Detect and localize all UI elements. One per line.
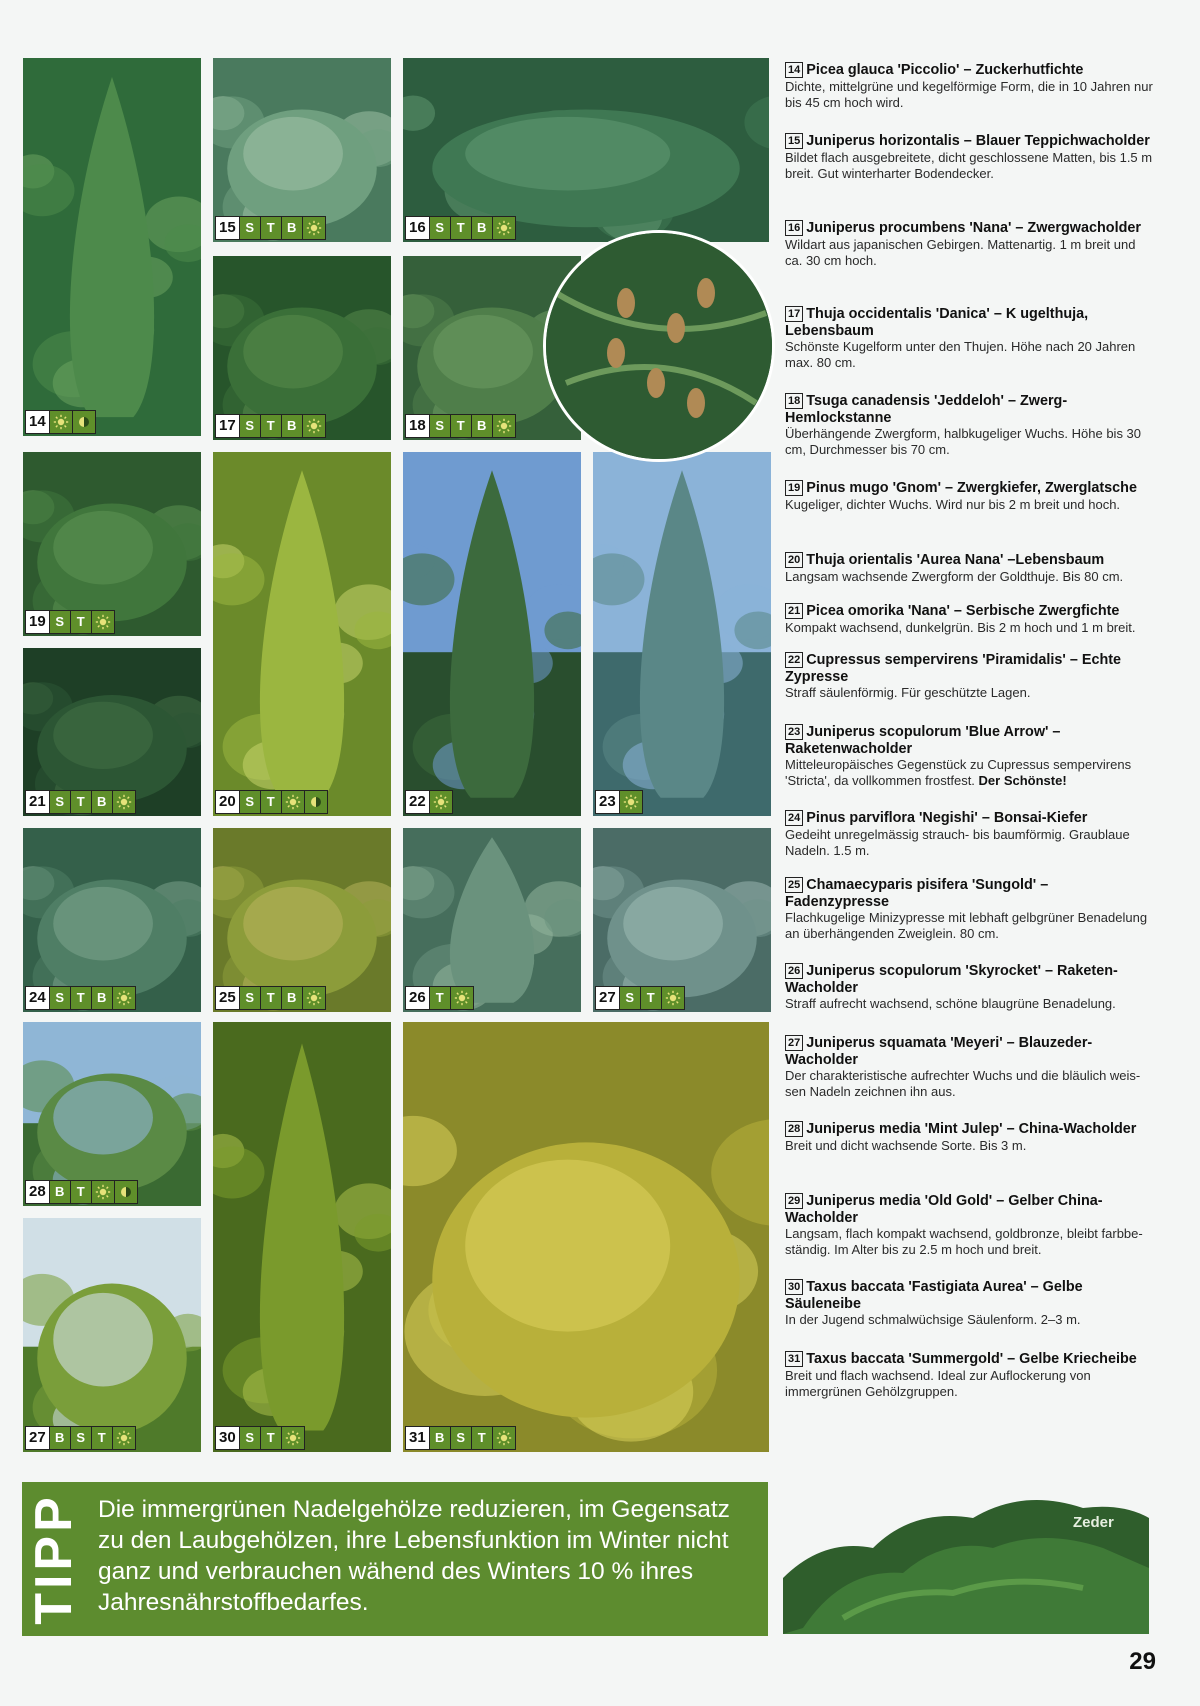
plant-entry-title xyxy=(785,1193,1155,1226)
entry-body-text: Schönste Kugelform unter den Thujen. Höhe nach 20 Jahren max. 80 cm. xyxy=(785,339,1136,370)
plant-photo-14 xyxy=(23,58,201,436)
sun-icon xyxy=(429,791,452,813)
plant-badge xyxy=(215,790,328,814)
plant-number: 25 xyxy=(216,987,239,1009)
plant-photo-15 xyxy=(213,58,391,242)
plant-entry xyxy=(785,480,1155,513)
entry-title-text: Picea glauca 'Piccolio' – Zuckerhutfichte xyxy=(806,62,1084,78)
plant-tag: S xyxy=(239,415,260,437)
plant-number: 17 xyxy=(216,415,239,437)
plant-entry xyxy=(785,62,1155,111)
entry-number: 21 xyxy=(785,603,803,619)
page-number: 29 xyxy=(1129,1648,1156,1675)
plant-entry-title xyxy=(785,480,1155,497)
plant-entry-body xyxy=(785,757,1155,789)
entry-title-text: Juniperus squamata 'Meyeri' – Blauzeder-Wacholder xyxy=(785,1035,1093,1068)
plant-badge xyxy=(25,986,136,1010)
plant-entry-title xyxy=(785,133,1155,150)
entry-number: 20 xyxy=(785,552,803,568)
plant-entry-body xyxy=(785,569,1155,585)
plant-entry-title xyxy=(785,877,1155,910)
entry-title-text: Taxus baccata 'Summergold' – Gelbe Kriecheibe xyxy=(806,1351,1137,1367)
entry-body-text: Wildart aus japanischen Gebirgen. Mattenartig. 1 m breit und ca. 30 cm hoch. xyxy=(785,236,1136,268)
half-shade-icon xyxy=(304,791,327,813)
plant-number: 21 xyxy=(26,791,49,813)
plant-tag: B xyxy=(91,791,112,813)
entry-title-text: Juniperus procumbens 'Nana' – Zwergwacholder xyxy=(806,220,1141,236)
plant-tag: T xyxy=(450,415,471,437)
sun-icon xyxy=(492,415,515,437)
plant-number: 28 xyxy=(26,1181,49,1203)
plant-entry xyxy=(785,810,1155,859)
sun-icon xyxy=(661,987,684,1009)
plant-entry-title xyxy=(785,1279,1155,1312)
plant-number: 24 xyxy=(26,987,49,1009)
plant-entry xyxy=(785,393,1155,458)
plant-number: 30 xyxy=(216,1427,239,1449)
entry-emphasis: Der Schönste! xyxy=(978,773,1067,788)
half-shade-icon xyxy=(114,1181,137,1203)
entry-title-text: Pinus mugo 'Gnom' – Zwergkiefer, Zwerglatsche xyxy=(806,480,1137,496)
entry-body-text: Langsam wachsende Zwergform der Goldthuje. Bis 80 cm. xyxy=(785,568,1124,584)
entry-title-text: Juniperus media 'Mint Julep' – China-Wacholder xyxy=(806,1121,1137,1137)
plant-entry-body xyxy=(785,910,1155,942)
sun-icon xyxy=(302,415,325,437)
plant-tag: B xyxy=(281,217,302,239)
plant-tag: B xyxy=(281,987,302,1009)
sun-icon xyxy=(281,791,304,813)
entry-body-text: Straff aufrecht wachsend, schöne blaugrüne Benadelung. xyxy=(785,996,1116,1011)
plant-tag: T xyxy=(260,217,281,239)
sun-icon xyxy=(112,987,135,1009)
entry-title-text: Juniperus scopulorum 'Skyrocket' – Raketen-Wacholder xyxy=(785,963,1118,996)
plant-entry-title xyxy=(785,724,1155,757)
plant-number: 27 xyxy=(26,1427,49,1449)
zeder-shrub-icon xyxy=(783,1478,1149,1634)
plant-badge xyxy=(405,216,516,240)
plant-entry-body xyxy=(785,1312,1155,1328)
plant-badge xyxy=(405,986,474,1010)
entry-title-text: Thuja orientalis 'Aurea Nana' –Lebensbaum xyxy=(806,552,1105,568)
plant-tag: T xyxy=(260,987,281,1009)
entry-number: 30 xyxy=(785,1279,803,1295)
plant-number: 27 xyxy=(596,987,619,1009)
plant-entry-title xyxy=(785,1351,1155,1368)
plant-number: 19 xyxy=(26,611,49,633)
plant-entry-body xyxy=(785,1368,1155,1400)
plant-entry xyxy=(785,133,1155,182)
sun-icon xyxy=(49,411,72,433)
plant-badge xyxy=(25,1426,136,1450)
plant-entry-body xyxy=(785,620,1155,636)
entry-body-text: Breit und dicht wachsende Sorte. Bis 3 m. xyxy=(785,1137,1027,1153)
plant-entry xyxy=(785,724,1155,789)
plant-tag: B xyxy=(49,1427,70,1449)
sun-icon xyxy=(302,217,325,239)
plant-entry-title xyxy=(785,62,1155,79)
plant-entry xyxy=(785,552,1155,585)
plant-photo-31 xyxy=(403,1022,769,1452)
entry-number: 18 xyxy=(785,393,803,409)
entry-number: 15 xyxy=(785,133,803,149)
plant-entry xyxy=(785,1121,1155,1154)
cone-closeup-photo xyxy=(543,230,775,462)
sun-icon xyxy=(450,987,473,1009)
sun-icon xyxy=(302,987,325,1009)
plant-photo-21 xyxy=(23,648,201,816)
sun-icon xyxy=(281,1427,304,1449)
plant-tag: T xyxy=(70,791,91,813)
entry-body-text: Überhängende Zwergform, halbkugeliger Wuchs. Höhe bis 30 cm, Durchmesser bis 70 cm. xyxy=(785,426,1142,457)
plant-tag: T xyxy=(640,987,661,1009)
plant-badge xyxy=(215,216,326,240)
sun-icon xyxy=(112,1427,135,1449)
plant-entry-body xyxy=(785,1068,1155,1100)
entry-title-text: Juniperus media 'Old Gold' – Gelber China-Wacholder xyxy=(785,1193,1103,1226)
zeder-photo xyxy=(783,1478,1149,1634)
entry-title-text: Thuja occidentalis 'Danica' – K ugelthuja, Lebensbaum xyxy=(785,306,1089,339)
entry-number: 24 xyxy=(785,810,803,826)
plant-tag: S xyxy=(239,791,260,813)
plant-photo-27a xyxy=(593,828,771,1012)
entry-body-text: Breit und flach wachsend. Ideal zur Auflockerung von immergrünen Gehölzgruppen. xyxy=(785,1367,1091,1399)
plant-entry-title xyxy=(785,1121,1155,1138)
plant-entry-title xyxy=(785,603,1155,620)
tipp-label-text: TIPP xyxy=(25,1493,84,1625)
plant-number: 16 xyxy=(406,217,429,239)
entry-number: 22 xyxy=(785,652,803,668)
plant-photo-26 xyxy=(403,828,581,1012)
plant-tag: T xyxy=(260,1427,281,1449)
entry-body-text: Der charakteristische aufrechter Wuchs und die bläulich weis-sen Nadeln zeichnen ihn aus. xyxy=(785,1068,1141,1099)
plant-photo-25 xyxy=(213,828,391,1012)
sun-icon xyxy=(91,611,114,633)
plant-tag: B xyxy=(49,1181,70,1203)
plant-number: 22 xyxy=(406,791,429,813)
entry-number: 25 xyxy=(785,877,803,893)
plant-badge xyxy=(215,414,326,438)
plant-entry-title xyxy=(785,552,1155,569)
entry-number: 17 xyxy=(785,306,803,322)
entry-body-text: Mitteleuropäisches Gegenstück zu Cupressus sempervirens 'Stricta', da vollkommen frostfest. xyxy=(785,757,1132,788)
plant-entry-body xyxy=(785,497,1155,513)
plant-tag: T xyxy=(70,987,91,1009)
plant-entry-body xyxy=(785,237,1155,269)
entry-number: 16 xyxy=(785,220,803,236)
plant-tag: B xyxy=(429,1427,450,1449)
entry-body-text: Bildet flach ausgebreitete, dicht geschlossene Matten, bis 1.5 m breit. Gut winterharter Bodendecker. xyxy=(785,149,1153,181)
entry-title-text: Chamaecyparis pisifera 'Sungold' – Fadenzypresse xyxy=(785,877,1049,910)
entry-body-text: Flachkugelige Minizypresse mit lebhaft gelbgrüner Benadelung an überhängenden Zweiglein. 80 cm. xyxy=(785,910,1148,941)
plant-tag: B xyxy=(471,415,492,437)
plant-photo-27b xyxy=(23,1218,201,1452)
plant-tag: T xyxy=(70,611,91,633)
plant-photo-23 xyxy=(593,452,771,816)
plant-tag: S xyxy=(49,987,70,1009)
plant-entry xyxy=(785,963,1155,1012)
plant-photo-30 xyxy=(213,1022,391,1452)
plant-tag: S xyxy=(49,791,70,813)
entry-title-text: Pinus parviflora 'Negishi' – Bonsai-Kiefer xyxy=(806,810,1088,826)
entry-number: 23 xyxy=(785,724,803,740)
plant-tag: S xyxy=(429,217,450,239)
plant-badge xyxy=(595,790,643,814)
plant-entry xyxy=(785,652,1155,701)
plant-entry-body xyxy=(785,685,1155,701)
plant-entry-body xyxy=(785,339,1155,371)
entry-number: 28 xyxy=(785,1121,803,1137)
tipp-text: Die immergrünen Nadelgehölze reduzieren, im Gegensatz zu den Laubgehölzen, ihre Lebensfunktion im Winter nicht ganz und verbrauchen wähend des Winters 10 % ihres Jahresnährstoffbedarfes. xyxy=(98,1496,730,1616)
plant-entry-title xyxy=(785,652,1155,685)
entry-body-text: In der Jugend schmalwüchsige Säulenform. 2–3 m. xyxy=(785,1312,1081,1327)
plant-tag: T xyxy=(471,1427,492,1449)
tipp-box xyxy=(22,1482,768,1636)
sun-icon xyxy=(492,217,515,239)
entry-number: 19 xyxy=(785,480,803,496)
entry-number: 29 xyxy=(785,1193,803,1209)
plant-photo-19 xyxy=(23,452,201,636)
plant-number: 20 xyxy=(216,791,239,813)
sun-icon xyxy=(91,1181,114,1203)
entry-number: 14 xyxy=(785,62,803,78)
plant-entry-title xyxy=(785,220,1155,237)
plant-badge xyxy=(25,1180,138,1204)
entry-number: 31 xyxy=(785,1351,803,1367)
plant-entry-title xyxy=(785,393,1155,426)
sun-icon xyxy=(492,1427,515,1449)
entry-body-text: Kugeliger, dichter Wuchs. Wird nur bis 2 m breit und hoch. xyxy=(785,496,1121,512)
plant-entry-body xyxy=(785,827,1155,859)
plant-photo-24 xyxy=(23,828,201,1012)
plant-photo-20 xyxy=(213,452,391,816)
plant-photo-17 xyxy=(213,256,391,440)
entry-title-text: Juniperus scopulorum 'Blue Arrow' – Raketenwacholder xyxy=(785,724,1061,757)
entry-body-text: Gedeiht unregelmässig strauch- bis baumförmig. Graublaue Nadeln. 1.5 m. xyxy=(785,826,1130,858)
plant-tag: S xyxy=(239,987,260,1009)
plant-entry-body xyxy=(785,1226,1155,1258)
entry-title-text: Cupressus sempervirens 'Piramidalis' – Echte Zypresse xyxy=(785,652,1122,685)
entry-title-text: Taxus baccata 'Fastigiata Aurea' – Gelbe Säuleneibe xyxy=(785,1279,1083,1312)
plant-tag: T xyxy=(260,415,281,437)
plant-entry xyxy=(785,1279,1155,1328)
plant-tag: T xyxy=(91,1427,112,1449)
plant-entry-body xyxy=(785,996,1155,1012)
sun-icon xyxy=(112,791,135,813)
plant-entry xyxy=(785,877,1155,942)
entry-number: 26 xyxy=(785,963,803,979)
cone-branch-icon xyxy=(546,233,772,459)
plant-number: 23 xyxy=(596,791,619,813)
plant-entry-body xyxy=(785,79,1155,111)
plant-tag: B xyxy=(281,415,302,437)
plant-tag: T xyxy=(70,1181,91,1203)
plant-number: 15 xyxy=(216,217,239,239)
plant-badge xyxy=(215,1426,305,1450)
plant-number: 14 xyxy=(26,411,49,433)
plant-badge xyxy=(405,414,516,438)
plant-badge xyxy=(25,790,136,814)
plant-tag: B xyxy=(471,217,492,239)
entry-title-text: Picea omorika 'Nana' – Serbische Zwergfichte xyxy=(806,603,1120,619)
plant-tag: S xyxy=(429,415,450,437)
plant-entry xyxy=(785,1035,1155,1100)
plant-entry-body xyxy=(785,150,1155,182)
plant-entry xyxy=(785,603,1155,636)
zeder-label: Zeder xyxy=(1073,1514,1114,1531)
plant-tag: S xyxy=(239,1427,260,1449)
plant-tag: S xyxy=(450,1427,471,1449)
plant-tag: T xyxy=(450,217,471,239)
plant-tag: S xyxy=(49,611,70,633)
plant-tag: B xyxy=(91,987,112,1009)
plant-photo-28 xyxy=(23,1022,201,1206)
tipp-label xyxy=(26,1482,82,1636)
plant-entry-title xyxy=(785,306,1155,339)
plant-badge xyxy=(215,986,326,1010)
sun-icon xyxy=(619,791,642,813)
plant-entry-body xyxy=(785,426,1155,458)
plant-number: 26 xyxy=(406,987,429,1009)
plant-photo-22 xyxy=(403,452,581,816)
plant-number: 31 xyxy=(406,1427,429,1449)
plant-tag: S xyxy=(239,217,260,239)
entry-title-text: Juniperus horizontalis – Blauer Teppichwacholder xyxy=(806,133,1150,149)
entry-title-text: Tsuga canadensis 'Jeddeloh' – Zwerg-Hemlockstanne xyxy=(785,393,1068,426)
plant-entry xyxy=(785,306,1155,371)
entry-body-text: Straff säulenförmig. Für geschützte Lagen. xyxy=(785,685,1031,700)
plant-badge xyxy=(595,986,685,1010)
plant-tag: S xyxy=(70,1427,91,1449)
entry-body-text: Langsam, flach kompakt wachsend, goldbronze, bleibt farbbe-ständig. Im Alter bis zu 2.5 m hoch und breit. xyxy=(785,1226,1143,1257)
plant-photo-16 xyxy=(403,58,769,242)
plant-entry-title xyxy=(785,963,1155,996)
plant-entry-title xyxy=(785,810,1155,827)
entry-body-text: Kompakt wachsend, dunkelgrün. Bis 2 m hoch und 1 m breit. xyxy=(785,619,1136,635)
plant-entry xyxy=(785,220,1155,269)
plant-entry xyxy=(785,1193,1155,1258)
plant-badge xyxy=(405,790,453,814)
half-shade-icon xyxy=(72,411,95,433)
plant-entry-body xyxy=(785,1138,1155,1154)
plant-tag: T xyxy=(429,987,450,1009)
entry-body-text: Dichte, mittelgrüne und kegelförmige Form, die in 10 Jahren nur bis 45 cm hoch wird. xyxy=(785,78,1153,110)
plant-badge xyxy=(25,410,96,434)
plant-number: 18 xyxy=(406,415,429,437)
plant-tag: T xyxy=(260,791,281,813)
entry-number: 27 xyxy=(785,1035,803,1051)
plant-badge xyxy=(25,610,115,634)
plant-entry xyxy=(785,1351,1155,1400)
plant-badge xyxy=(405,1426,516,1450)
plant-tag: S xyxy=(619,987,640,1009)
plant-entry-title xyxy=(785,1035,1155,1068)
